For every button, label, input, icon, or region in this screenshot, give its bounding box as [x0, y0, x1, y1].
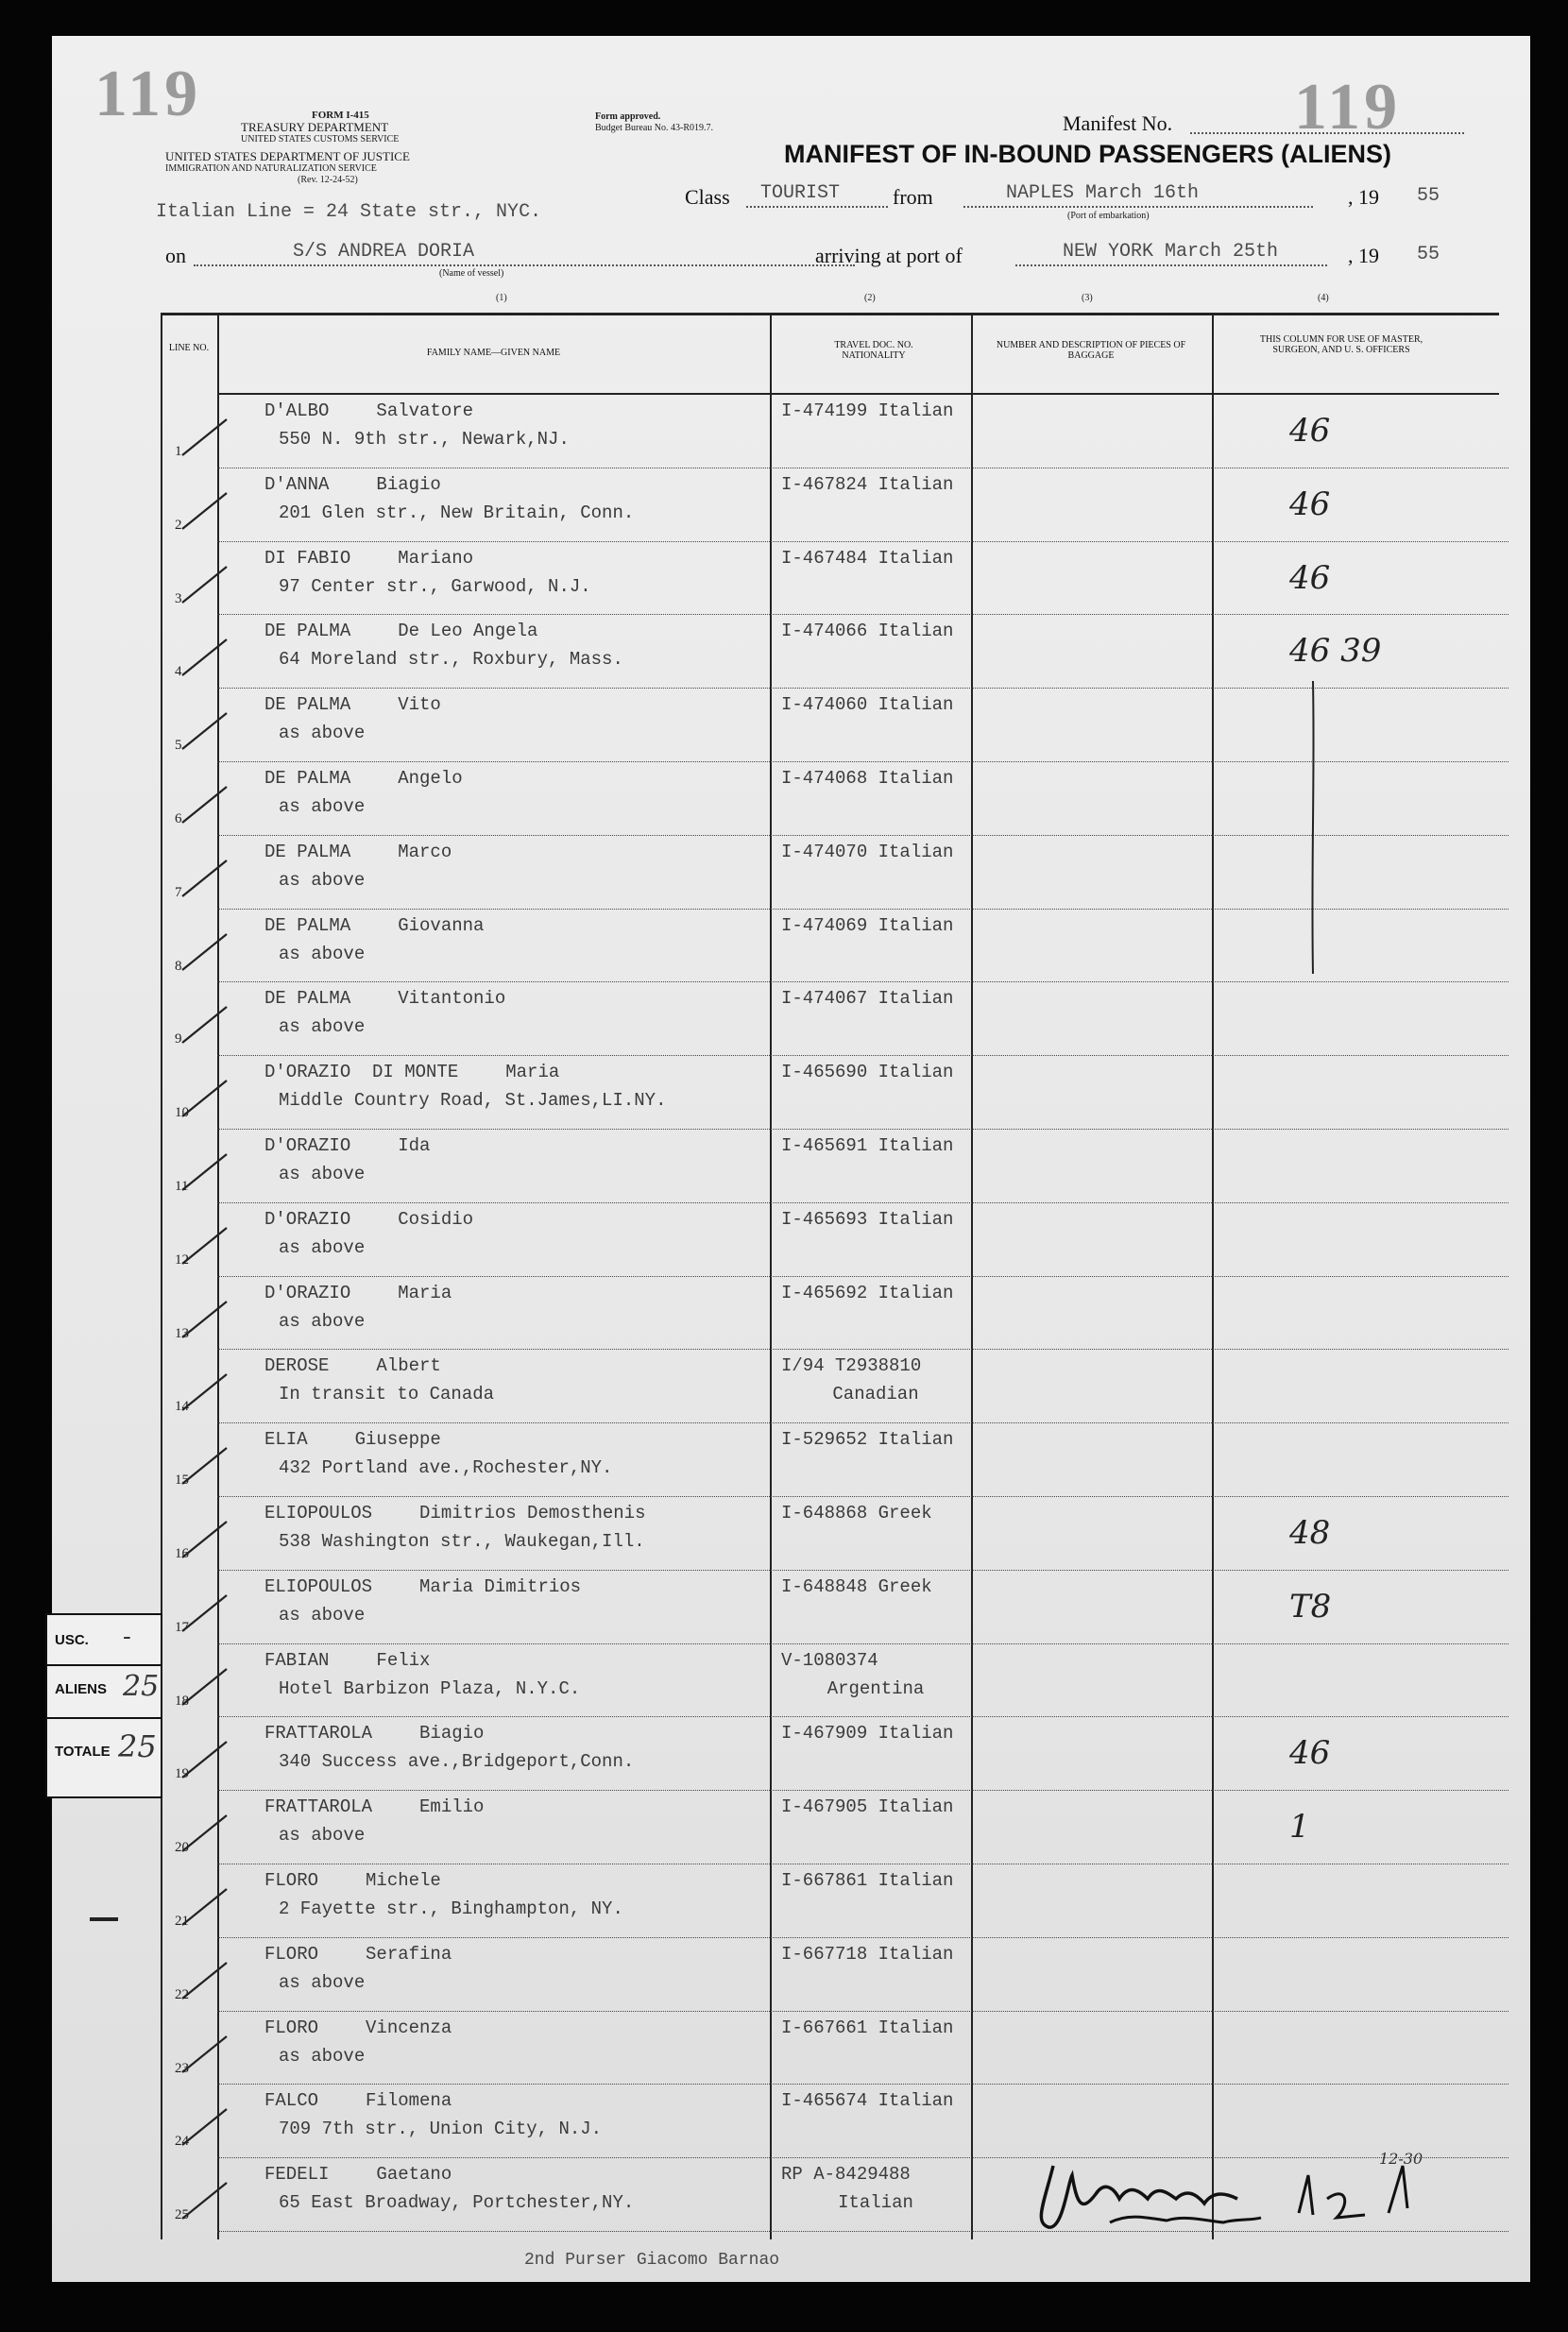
passenger-name: [264, 2017, 452, 2038]
travel-doc: I-474069 Italian: [781, 914, 954, 936]
line-number: 4: [175, 664, 182, 680]
line-number: 7: [175, 884, 182, 900]
passenger-name: [264, 621, 537, 641]
passenger-address: Hotel Barbizon Plaza, N.Y.C.: [279, 1677, 581, 1699]
table-row: [52, 982, 1530, 1056]
form-approved: Form approved.: [595, 111, 661, 122]
line-number: 13: [175, 1325, 189, 1341]
travel-doc: I-465692 Italian: [781, 1282, 954, 1303]
passenger-name: [264, 1062, 559, 1082]
purser-name: 2nd Purser Giacomo Barnao: [524, 2251, 780, 2270]
travel-doc: I-474060 Italian: [781, 694, 954, 716]
passenger-name: [264, 548, 473, 569]
passenger-table: [52, 395, 1530, 2232]
check-mark: [175, 988, 231, 1045]
table-row: [52, 1497, 1530, 1571]
given-name: Giovanna: [398, 914, 485, 936]
col-num-2: (2): [864, 293, 876, 303]
given-name: Emilio: [419, 1796, 485, 1818]
given-name: Michele: [366, 1870, 441, 1891]
header-line-no: LINE NO.: [168, 343, 210, 353]
tally-totale-label: TOTALE: [55, 1744, 111, 1760]
officer-mark: 46: [1289, 1734, 1331, 1773]
tally-usc-value: -: [123, 1623, 131, 1651]
table-row: [52, 468, 1530, 542]
officer-mark: 46: [1289, 485, 1331, 523]
line-number: 1: [175, 444, 182, 459]
officer-mark: 48: [1289, 1514, 1331, 1552]
manifest-page: [52, 36, 1530, 2282]
on-label: on: [165, 244, 186, 267]
officer-mark: T8: [1289, 1587, 1332, 1626]
family-name: FRATTAROLA: [264, 1723, 373, 1745]
passenger-address: as above: [279, 796, 366, 817]
passenger-address: 2 Fayette str., Binghampton, NY.: [279, 1898, 623, 1919]
table-row: [52, 542, 1530, 616]
family-name: DE PALMA: [264, 621, 351, 642]
table-row: [52, 1423, 1530, 1497]
line-number: 23: [175, 2060, 189, 2076]
class-line: [746, 206, 888, 208]
travel-doc: I-474068 Italian: [781, 768, 954, 789]
vessel-caption: (Name of vessel): [439, 268, 504, 279]
tally-divider: [47, 1717, 161, 1719]
officer-signature: [1025, 2147, 1516, 2251]
given-name: Vito: [398, 694, 441, 716]
family-name: DE PALMA: [264, 988, 351, 1010]
check-mark: [175, 621, 231, 677]
passenger-address: 340 Success ave.,Bridgeport,Conn.: [279, 1751, 635, 1773]
given-name: Angelo: [398, 768, 463, 789]
passenger-address: as above: [279, 1310, 366, 1332]
passenger-name: [264, 400, 473, 421]
given-name: Serafina: [366, 1943, 452, 1965]
passenger-name: [264, 1209, 473, 1230]
line-number: 11: [175, 1179, 189, 1194]
travel-doc: I/94 T2938810: [781, 1355, 922, 1377]
check-mark: [175, 842, 231, 898]
col-num-1: (1): [496, 293, 507, 303]
family-name: DEROSE: [264, 1355, 330, 1377]
table-row: [52, 1864, 1530, 1938]
family-name: FABIAN: [264, 1649, 330, 1671]
passenger-name: [264, 988, 505, 1009]
given-name: Vitantonio: [398, 988, 506, 1010]
family-name: FALCO: [264, 2090, 319, 2112]
line-number: 3: [175, 590, 182, 606]
tally-usc-label: USC.: [55, 1632, 89, 1648]
table-row: [52, 1791, 1530, 1864]
dept-treasury: TREASURY DEPARTMENT: [241, 120, 389, 134]
passenger-address: as above: [279, 1164, 366, 1184]
passenger-address: In transit to Canada: [279, 1384, 495, 1405]
passenger-address: as above: [279, 2045, 366, 2067]
passenger-name: [264, 768, 463, 789]
arriving-label: arriving at port of: [815, 244, 963, 267]
passenger-name: [264, 1796, 484, 1817]
manifest-no-line: [1190, 132, 1464, 134]
passenger-address: as above: [279, 1604, 366, 1626]
travel-doc: I-467905 Italian: [781, 1796, 954, 1818]
passenger-name: [264, 1944, 452, 1965]
check-mark: [175, 768, 231, 825]
line-number: 9: [175, 1031, 182, 1047]
passenger-address: as above: [279, 1236, 366, 1258]
line-number: 20: [175, 1840, 189, 1856]
line-number: 25: [175, 2207, 189, 2223]
travel-doc: I-467909 Italian: [781, 1723, 954, 1745]
family-name: D'ORAZIO: [264, 1282, 351, 1303]
given-name: De Leo Angela: [398, 621, 538, 642]
form-id: FORM I-415: [312, 110, 369, 121]
header-officers: THIS COLUMN FOR USE OF MASTER, SURGEON, AND U. S. OFFICERS: [1259, 334, 1423, 355]
family-name: FLORO: [264, 2017, 319, 2038]
given-name: Dimitrios Demosthenis: [419, 1503, 646, 1523]
travel-doc: I-467824 Italian: [781, 473, 954, 495]
table-row: [52, 1644, 1530, 1718]
passenger-address: as above: [279, 869, 366, 891]
travel-doc: I-467484 Italian: [781, 547, 954, 569]
table-top-rule: [161, 313, 1499, 315]
line-number: 6: [175, 811, 182, 826]
from-value: NAPLES March 16th: [1006, 182, 1200, 204]
family-name: ELIOPOULOS: [264, 1503, 373, 1523]
vessel-line: [194, 264, 855, 266]
line-number: 24: [175, 2134, 189, 2150]
travel-doc: I-474067 Italian: [781, 988, 954, 1010]
line-number: 22: [175, 1986, 189, 2002]
nationality: Canadian: [832, 1384, 919, 1405]
passenger-name: [264, 1650, 430, 1671]
given-name: Biagio: [419, 1723, 485, 1745]
table-row: [52, 1130, 1530, 1203]
given-name: Ida: [398, 1135, 431, 1156]
col-num-3: (3): [1082, 293, 1093, 303]
class-label: Class: [685, 185, 730, 209]
passenger-address: as above: [279, 943, 366, 964]
line-number: 8: [175, 958, 182, 974]
travel-doc: V-1080374: [781, 1649, 878, 1671]
vessel-name: S/S ANDREA DORIA: [293, 241, 475, 263]
line-number: 5: [175, 738, 182, 754]
header-baggage: NUMBER AND DESCRIPTION OF PIECES OF BAGGAGE: [996, 340, 1186, 361]
manifest-title: MANIFEST OF IN-BOUND PASSENGERS (ALIENS): [784, 140, 1392, 168]
line-number: 21: [175, 1914, 189, 1929]
given-name: Maria: [398, 1282, 452, 1303]
year-prefix-2: , 19: [1348, 244, 1379, 267]
given-name: Maria Dimitrios: [419, 1575, 582, 1597]
given-name: Marco: [398, 841, 452, 862]
manifest-no-label: Manifest No.: [1063, 111, 1173, 135]
family-name: D'ALBO: [264, 400, 330, 421]
family-name: D'ORAZIO: [264, 1135, 351, 1156]
given-name: Biagio: [376, 473, 441, 495]
header-name: FAMILY NAME—GIVEN NAME: [426, 348, 561, 358]
travel-doc: I-465691 Italian: [781, 1135, 954, 1156]
passenger-address: 65 East Broadway, Portchester,NY.: [279, 2192, 635, 2214]
line-number: 2: [175, 517, 182, 533]
passenger-name: [264, 1283, 452, 1303]
passenger-name: [264, 1870, 441, 1891]
passenger-name: [264, 474, 441, 495]
travel-doc: I-529652 Italian: [781, 1429, 954, 1451]
passenger-address: as above: [279, 1971, 366, 1993]
dept-justice: UNITED STATES DEPARTMENT OF JUSTICE: [165, 149, 410, 163]
line-number: 12: [175, 1251, 189, 1268]
check-mark: [175, 548, 231, 604]
passenger-name: [264, 1576, 581, 1597]
travel-doc: RP A-8429488: [781, 2164, 911, 2186]
travel-doc: I-648848 Greek: [781, 1575, 932, 1597]
family-name: FEDELI: [264, 2164, 330, 2186]
given-name: Felix: [376, 1649, 431, 1671]
family-name: FLORO: [264, 1943, 319, 1965]
given-name: Giuseppe: [354, 1429, 441, 1451]
given-name: Maria: [505, 1062, 560, 1083]
given-name: Mariano: [398, 547, 474, 569]
table-row: [52, 1717, 1530, 1791]
officer-mark: 46: [1289, 558, 1331, 597]
passenger-name: [264, 1355, 441, 1376]
table-row: [52, 1938, 1530, 2012]
from-label: from: [893, 185, 933, 209]
year-1: 55: [1417, 185, 1440, 207]
travel-doc: I-667661 Italian: [781, 2017, 954, 2038]
given-name: Filomena: [366, 2090, 452, 2112]
family-name: FRATTAROLA: [264, 1796, 373, 1818]
passenger-name: [264, 694, 441, 715]
passenger-name: [264, 1503, 645, 1523]
travel-doc: I-474070 Italian: [781, 841, 954, 862]
family-name: ELIOPOULOS: [264, 1575, 373, 1597]
travel-doc: I-667861 Italian: [781, 1870, 954, 1891]
check-mark: [175, 400, 231, 457]
family-name: DE PALMA: [264, 914, 351, 936]
passenger-name: [264, 915, 484, 936]
header-travel-doc: TRAVEL DOC. NO. NATIONALITY: [834, 340, 913, 361]
passenger-name: [264, 1135, 430, 1156]
table-row: [52, 1203, 1530, 1277]
table-row: [52, 2012, 1530, 2085]
nationality: Italian: [838, 2192, 913, 2214]
travel-doc: I-465693 Italian: [781, 1208, 954, 1230]
class-value: TOURIST: [760, 182, 841, 204]
passenger-address: as above: [279, 1016, 366, 1038]
table-row: [52, 395, 1530, 468]
passenger-address: Middle Country Road, St.James,LI.NY.: [279, 1090, 667, 1112]
year-prefix-1: , 19: [1348, 185, 1379, 209]
passenger-address: 432 Portland ave.,Rochester,NY.: [279, 1457, 613, 1479]
passenger-name: [264, 2164, 452, 2185]
tally-box: [45, 1613, 162, 1798]
check-mark: [175, 694, 231, 751]
given-name: Gaetano: [376, 2164, 452, 2186]
line-number: 16: [175, 1546, 189, 1561]
table-row: [52, 1277, 1530, 1351]
form-revision: (Rev. 12-24-52): [298, 175, 358, 185]
tally-aliens-value: 25: [123, 1670, 160, 1703]
given-name: Albert: [376, 1355, 441, 1377]
passenger-name: [264, 1723, 484, 1744]
family-name: DE PALMA: [264, 841, 351, 862]
year-2: 55: [1417, 244, 1440, 265]
tally-totale-value: 25: [118, 1728, 157, 1764]
check-mark: [175, 915, 231, 972]
tally-divider: [47, 1664, 161, 1666]
passenger-name: [264, 1429, 441, 1450]
page-number-left: 119: [94, 58, 202, 130]
passenger-address: 64 Moreland str., Roxbury, Mass.: [279, 649, 623, 671]
table-row: [52, 1350, 1530, 1423]
table-row: [52, 615, 1530, 689]
embark-caption: (Port of embarkation): [1067, 211, 1150, 221]
tally-aliens-label: ALIENS: [55, 1681, 108, 1697]
given-name: Salvatore: [376, 400, 474, 421]
page-number-right: 119: [1294, 71, 1402, 144]
passenger-address: as above: [279, 1825, 366, 1847]
budget-bureau: Budget Bureau No. 43-R019.7.: [595, 123, 713, 133]
check-mark: [175, 474, 231, 531]
family-name: ELIA: [264, 1429, 308, 1451]
family-name: DI FABIO: [264, 547, 351, 569]
margin-dash: [90, 1917, 118, 1921]
passenger-address: 709 7th str., Union City, N.J.: [279, 2119, 603, 2140]
line-number: 19: [175, 1766, 189, 1782]
arriving-line: [1015, 264, 1327, 266]
passenger-name: [264, 842, 452, 862]
officer-mark: 46: [1289, 412, 1331, 450]
col-num-4: (4): [1318, 293, 1329, 303]
travel-doc: I-474066 Italian: [781, 621, 954, 642]
family-name: D'ANNA: [264, 473, 330, 495]
given-name: Cosidio: [398, 1208, 474, 1230]
passenger-address: as above: [279, 723, 366, 744]
line-number: 10: [175, 1105, 189, 1121]
line-number: 15: [175, 1472, 189, 1489]
family-name: DE PALMA: [264, 768, 351, 789]
passenger-address: 550 N. 9th str., Newark,NJ.: [279, 429, 570, 450]
travel-doc: I-465690 Italian: [781, 1062, 954, 1083]
travel-doc: I-474199 Italian: [781, 400, 954, 421]
table-row: [52, 1056, 1530, 1130]
passenger-address: 201 Glen str., New Britain, Conn.: [279, 502, 635, 523]
officer-mark: 46 39: [1289, 632, 1382, 671]
family-name: D'ORAZIO DI MONTE: [264, 1062, 459, 1083]
family-name: FLORO: [264, 1870, 319, 1891]
passenger-name: [264, 2090, 452, 2111]
from-line: [963, 206, 1313, 208]
passenger-address: 538 Washington str., Waukegan,Ill.: [279, 1531, 645, 1552]
line-number: 14: [175, 1399, 189, 1415]
dept-treasury-sub: UNITED STATES CUSTOMS SERVICE: [241, 134, 400, 145]
line-number: 18: [175, 1693, 189, 1709]
nationality: Argentina: [827, 1677, 925, 1699]
line-company: Italian Line = 24 State str., NYC.: [156, 201, 542, 223]
table-row: [52, 1571, 1530, 1644]
passenger-address: 97 Center str., Garwood, N.J.: [279, 575, 591, 597]
signature-date: 12-30: [1379, 2150, 1423, 2168]
travel-doc: I-648868 Greek: [781, 1503, 932, 1523]
family-name: D'ORAZIO: [264, 1208, 351, 1230]
arriving-value: NEW YORK March 25th: [1063, 241, 1279, 263]
travel-doc: I-667718 Italian: [781, 1943, 954, 1965]
dept-justice-sub: IMMIGRATION AND NATURALIZATION SERVICE: [165, 163, 377, 174]
officer-mark: 1: [1289, 1808, 1310, 1847]
officer-bracket-line: [1304, 681, 1322, 983]
line-number: 17: [175, 1619, 189, 1635]
family-name: DE PALMA: [264, 694, 351, 716]
travel-doc: I-465674 Italian: [781, 2090, 954, 2112]
given-name: Vincenza: [366, 2017, 452, 2038]
